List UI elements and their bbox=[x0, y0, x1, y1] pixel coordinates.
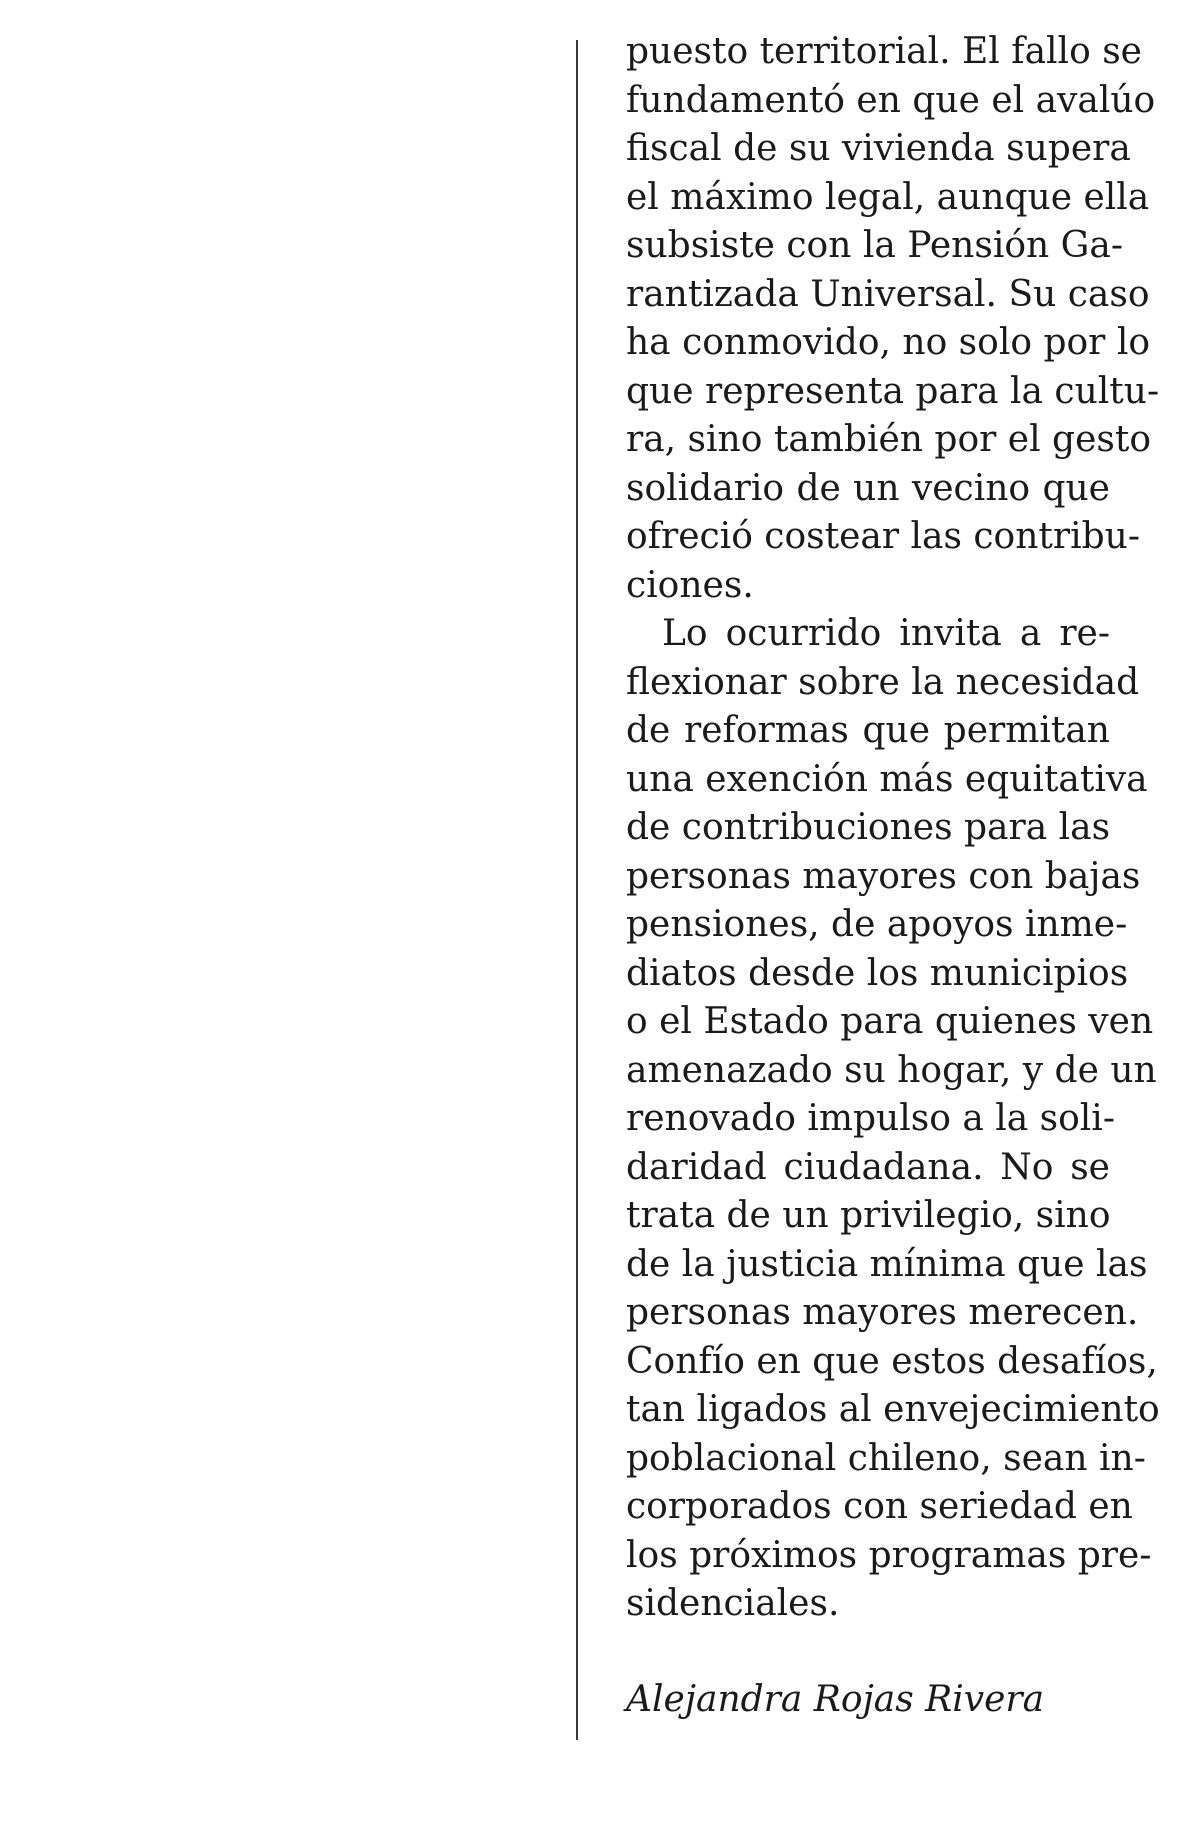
text-line: renovado impulso a la soli- bbox=[626, 1098, 1115, 1139]
text-line: personas mayores merecen. bbox=[626, 1292, 1139, 1333]
text-line: solidario de un vecino que bbox=[626, 467, 1110, 509]
text-line: que representa para la cultu- bbox=[626, 370, 1160, 412]
text-line: Lo ocurrido invita a re- bbox=[662, 613, 1110, 654]
text-line: fiscal de su vivienda supera bbox=[626, 128, 1131, 169]
text-line: ra, sino también por el gesto bbox=[626, 419, 1152, 460]
text-line: el máximo legal, aunque ella bbox=[626, 176, 1150, 218]
text-line: o el Estado para quienes ven bbox=[626, 1001, 1154, 1042]
text-line: poblacional chileno, sean in- bbox=[626, 1437, 1146, 1479]
text-line: rantizada Universal. Su caso bbox=[626, 273, 1150, 315]
text-line: diatos desde los municipios bbox=[626, 952, 1129, 994]
text-line: amenazado su hogar, y de un bbox=[626, 1049, 1157, 1091]
text-line: tan ligados al envejecimiento bbox=[626, 1389, 1160, 1430]
text-line: daridad ciudadana. No se bbox=[626, 1146, 1110, 1188]
article-column bbox=[626, 28, 1160, 1629]
text-line: de la justicia mínima que las bbox=[626, 1243, 1148, 1285]
text-line: trata de un privilegio, sino bbox=[626, 1195, 1111, 1236]
text-line: ciones. bbox=[626, 564, 754, 606]
text-line: ha conmovido, no solo por lo bbox=[626, 322, 1151, 363]
text-line: fundamentó en que el avalúo bbox=[626, 79, 1156, 121]
text-line: una exención más equitativa bbox=[626, 758, 1148, 800]
text-line: corporados con seriedad en bbox=[626, 1486, 1133, 1527]
text-line: ofreció costear las contribu- bbox=[626, 516, 1141, 557]
text-line: de contribuciones para las bbox=[626, 807, 1111, 848]
text-line: flexionar sobre la necesidad bbox=[626, 661, 1140, 703]
text-line: Confío en que estos desafíos, bbox=[626, 1340, 1158, 1382]
text-line: los próximos programas pre- bbox=[626, 1534, 1152, 1576]
text-line: pensiones, de apoyos inme- bbox=[626, 904, 1128, 945]
text-line: puesto territorial. El fallo se bbox=[626, 31, 1142, 72]
text-line: de reformas que permitan bbox=[626, 710, 1110, 751]
text-line: subsiste con la Pensión Ga- bbox=[626, 225, 1124, 266]
column-divider-rule bbox=[576, 40, 578, 1740]
text-line: personas mayores con bajas bbox=[626, 855, 1141, 897]
paragraph-2 bbox=[626, 610, 1160, 1629]
paragraph-1 bbox=[626, 28, 1160, 610]
author-signature: Alejandra Rojas Rivera bbox=[626, 1679, 1045, 1720]
text-line: sidenciales. bbox=[626, 1583, 840, 1624]
